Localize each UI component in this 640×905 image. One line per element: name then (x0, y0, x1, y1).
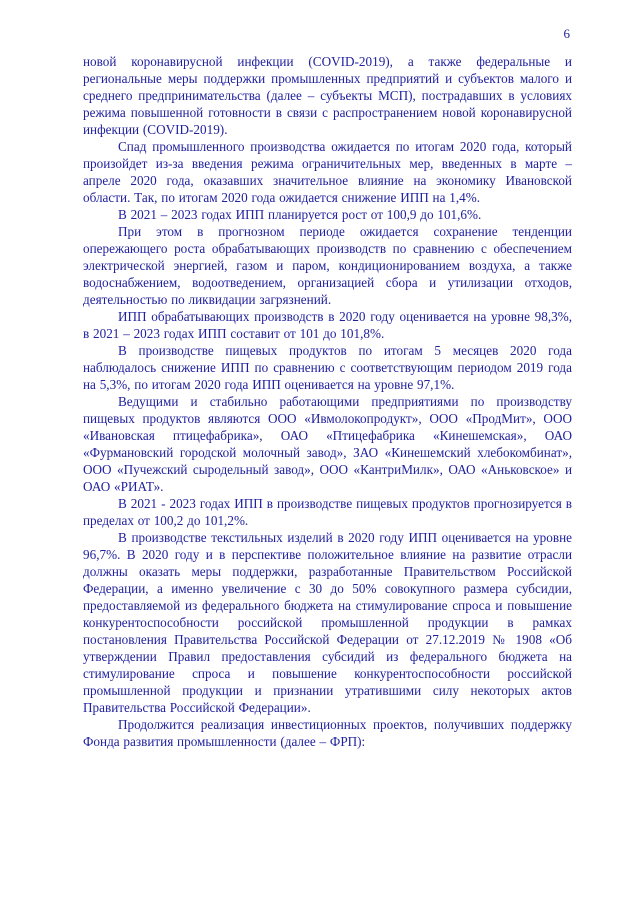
paragraph: При этом в прогнозном периоде ожидается сохранение тенденции опережающего роста обрабатывающих производств по сравнению с обеспечением электрической энергией, газом и паром, кондиционированием воздуха, а также водоснабжением, водоотведением, организацией сбора и утилизации отходов, деятельностью по ликвидации загрязнений. (83, 224, 572, 307)
paragraph: В производстве текстильных изделий в 2020 году ИПП оценивается на уровне 96,7%. В 2020 году и в перспективе положительное влияние на развитие отрасли должны оказать меры поддержки, разработанные Правительством Российской Федерации, а именно увеличение с 30 до 50% совокупного размера субсидии, предоставляемой из федерального бюджета на стимулирование спроса и повышение конкурентоспособности российской промышленной продукции в рамках постановления Правительства Российской Федерации от 27.12.2019 № 1908 «Об утверждении Правил предоставления субсидий из федерального бюджета на стимулирование спроса и повышение конкурентоспособности российской промышленной продукции и признании утратившими силу некоторых актов Правительства Российской Федерации». (83, 530, 572, 715)
paragraph: В 2021 – 2023 годах ИПП планируется рост от 100,9 до 101,6%. (118, 207, 482, 222)
paragraph: ИПП обрабатывающих производств в 2020 году оценивается на уровне 98,3%, в 2021 – 2023 годах ИПП составит от 101 до 101,8%. (83, 309, 572, 341)
paragraph: Спад промышленного производства ожидается по итогам 2020 года, который произойдет из-за введения режима ограничительных мер, введенных в марте – апреле 2020 года, оказавших значительное влияние на экономику Ивановской области. Так, по итогам 2020 года ожидается снижение ИПП на 1,4%. (83, 139, 572, 205)
paragraph: В 2021 - 2023 годах ИПП в производстве пищевых продуктов прогнозируется в пределах от 100,2 до 101,2%. (83, 496, 572, 528)
paragraph: Ведущими и стабильно работающими предприятиями по производству пищевых продуктов являются ООО «Ивмолокопродукт», ООО «ПродМит», ООО «Ивановская птицефабрика», ОАО «Птицефабрика «Кинешемская», ОАО «Фурмановский городской молочный завод», ЗАО «Кинешемский хлебокомбинат», ООО «Пучежский сыродельный завод», ООО «КантриМилк», ОАО «Аньковское» и ОАО «РИАТ». (83, 394, 572, 494)
document-body (83, 53, 572, 750)
paragraph: Продолжится реализация инвестиционных проектов, получивших поддержку Фонда развития промышленности (далее – ФРП): (83, 717, 572, 749)
paragraph: новой коронавирусной инфекции (COVID-2019), а также федеральные и региональные меры поддержки промышленных предприятий и субъектов малого и среднего предпринимательства (далее – субъекты МСП), пострадавших в условиях режима повышенной готовности в связи с распространением новой коронавирусной инфекции (COVID-2019). (83, 54, 572, 137)
page-number: 6 (563, 26, 570, 41)
paragraph: В производстве пищевых продуктов по итогам 5 месяцев 2020 года наблюдалось снижение ИПП по сравнению с соответствующим периодом 2019 года на 5,3%, по итогам 2020 года ИПП оценивается на уровне 97,1%. (83, 343, 572, 392)
